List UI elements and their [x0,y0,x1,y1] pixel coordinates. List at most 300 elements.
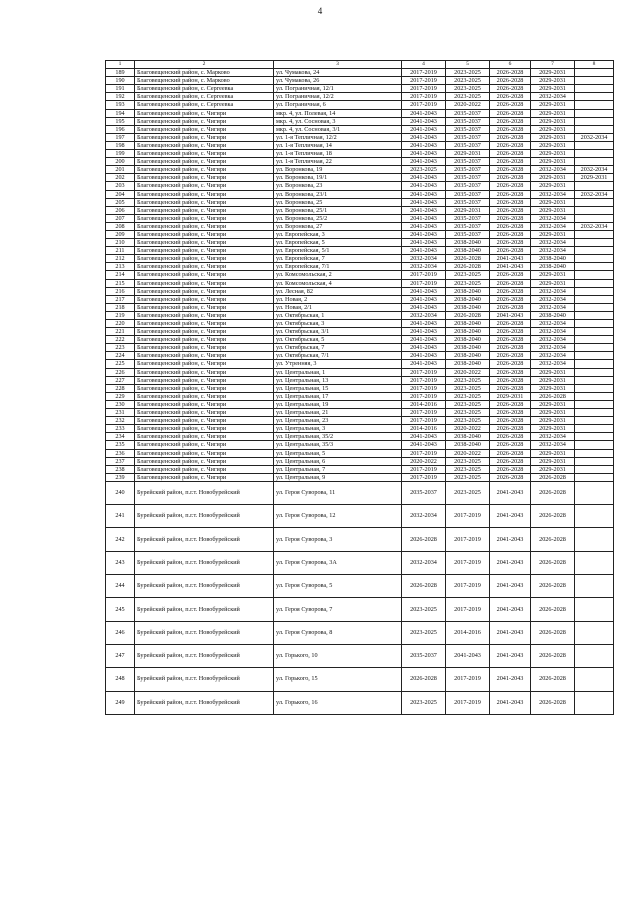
table-row [106,409,614,417]
row-number: 209 [106,230,135,238]
period-col8 [575,85,614,93]
row-number: 196 [106,125,135,133]
period-col7: 2032-2034 [531,190,575,198]
period-col7: 2029-2031 [531,150,575,158]
table-row [106,621,614,644]
period-col6: 2026-2028 [490,287,531,295]
header-cell: 2 [135,61,274,69]
period-col4: 2032-2034 [402,311,446,319]
row-number: 241 [106,505,135,528]
period-col5: 2041-2043 [446,644,490,667]
table-row [106,230,614,238]
period-col6: 2026-2028 [490,239,531,247]
period-col4: 2041-2043 [402,441,446,449]
district-settlement: Благовещенский район, с. Чигири [135,465,274,473]
period-col7: 2038-2040 [531,311,575,319]
street-address: ул. Центральная, 19 [274,400,402,408]
period-col4: 2041-2043 [402,117,446,125]
period-col7: 2026-2028 [531,473,575,481]
period-col6: 2026-2028 [490,376,531,384]
period-col5: 2017-2019 [446,551,490,574]
period-col8: 2029-2031 [575,174,614,182]
period-col8 [575,158,614,166]
table-row [106,473,614,481]
street-address: ул. Горького, 10 [274,644,402,667]
period-col8 [575,449,614,457]
period-col6: 2041-2043 [490,528,531,551]
period-col4: 2020-2022 [402,457,446,465]
row-number: 211 [106,247,135,255]
street-address: ул. Октябрьская, 1 [274,311,402,319]
period-col7: 2032-2034 [531,166,575,174]
district-settlement: Бурейский район, п.г.т. Новобурейский [135,528,274,551]
period-col5: 2017-2019 [446,505,490,528]
period-col5: 2035-2037 [446,141,490,149]
period-col7: 2029-2031 [531,230,575,238]
table-row [106,352,614,360]
period-col4: 2026-2028 [402,668,446,691]
header-cell: 1 [106,61,135,69]
table-row [106,174,614,182]
street-address: ул. Центральная, 13 [274,376,402,384]
street-address: ул. Октябрьская, 7/1 [274,352,402,360]
street-address: ул. Воронкова, 25/2 [274,214,402,222]
period-col4: 2023-2025 [402,598,446,621]
period-col5: 2026-2028 [446,311,490,319]
period-col5: 2017-2019 [446,528,490,551]
period-col7: 2038-2040 [531,263,575,271]
table-row [106,190,614,198]
table-row [106,384,614,392]
period-col5: 2035-2037 [446,158,490,166]
district-settlement: Благовещенский район, с. Чигири [135,198,274,206]
street-address: мкр. 4, ул. Полевая, 14 [274,109,402,117]
period-col7: 2029-2031 [531,279,575,287]
period-col5: 2023-2025 [446,465,490,473]
period-col6: 2026-2028 [490,198,531,206]
period-col7: 2029-2031 [531,101,575,109]
period-col6: 2041-2043 [490,621,531,644]
period-col4: 2032-2034 [402,263,446,271]
district-settlement: Бурейский район, п.г.т. Новобурейский [135,505,274,528]
period-col4: 2017-2019 [402,93,446,101]
street-address: ул. Центральная, 6 [274,457,402,465]
table-row [106,182,614,190]
period-col5: 2038-2040 [446,433,490,441]
period-col6: 2041-2043 [490,311,531,319]
district-settlement: Благовещенский район, с. Чигири [135,303,274,311]
street-address: ул. Центральная, 23 [274,417,402,425]
period-col5: 2035-2037 [446,198,490,206]
district-settlement: Благовещенский район, с. Чигири [135,295,274,303]
district-settlement: Благовещенский район, с. Чигири [135,279,274,287]
period-col7: 2029-2031 [531,368,575,376]
period-col5: 2017-2019 [446,575,490,598]
period-col8: 2032-2034 [575,166,614,174]
table-row [106,271,614,279]
street-address: ул. Европейская, 5 [274,239,402,247]
row-number: 208 [106,222,135,230]
period-col8 [575,465,614,473]
period-col5: 2035-2037 [446,174,490,182]
street-address: ул. Центральная, 3 [274,425,402,433]
row-number: 193 [106,101,135,109]
period-col7: 2029-2031 [531,69,575,77]
row-number: 227 [106,376,135,384]
row-number: 195 [106,117,135,125]
row-number: 194 [106,109,135,117]
table-row [106,528,614,551]
period-col4: 2032-2034 [402,255,446,263]
period-col7: 2032-2034 [531,352,575,360]
period-col5: 2035-2037 [446,230,490,238]
period-col5: 2038-2040 [446,352,490,360]
period-col4: 2023-2025 [402,621,446,644]
period-col6: 2041-2043 [490,505,531,528]
district-settlement: Благовещенский район, с. Сергеевка [135,93,274,101]
period-col4: 2023-2025 [402,166,446,174]
period-col6: 2041-2043 [490,644,531,667]
period-col5: 2023-2025 [446,279,490,287]
period-col7: 2029-2031 [531,85,575,93]
period-col5: 2023-2025 [446,473,490,481]
period-col4: 2017-2019 [402,101,446,109]
street-address: ул. Героя Суворова, 3А [274,551,402,574]
period-col8 [575,263,614,271]
row-number: 191 [106,85,135,93]
table-row [106,263,614,271]
period-col6: 2041-2043 [490,551,531,574]
table-row [106,505,614,528]
header-cell: 3 [274,61,402,69]
street-address: ул. Новая, 2/1 [274,303,402,311]
period-col5: 2023-2025 [446,409,490,417]
district-settlement: Благовещенский район, с. Чигири [135,190,274,198]
table-row [106,668,614,691]
row-number: 237 [106,457,135,465]
row-number: 204 [106,190,135,198]
row-number: 249 [106,691,135,714]
row-number: 236 [106,449,135,457]
period-col4: 2041-2043 [402,198,446,206]
street-address: ул. Героя Суворова, 8 [274,621,402,644]
table-row [106,417,614,425]
period-col4: 2041-2043 [402,141,446,149]
period-col8 [575,182,614,190]
period-col8 [575,247,614,255]
period-col8 [575,376,614,384]
row-number: 224 [106,352,135,360]
row-number: 238 [106,465,135,473]
period-col6: 2026-2028 [490,441,531,449]
period-col7: 2029-2031 [531,198,575,206]
period-col7: 2038-2040 [531,255,575,263]
table-row [106,295,614,303]
period-col6: 2026-2028 [490,109,531,117]
table-row [106,150,614,158]
street-address: ул. Европейская, 7 [274,255,402,263]
period-col7: 2032-2034 [531,222,575,230]
period-col6: 2026-2028 [490,303,531,311]
district-settlement: Благовещенский район, с. Чигири [135,214,274,222]
district-settlement: Благовещенский район, с. Чигири [135,392,274,400]
table-row [106,222,614,230]
table-row [106,392,614,400]
period-col5: 2017-2019 [446,668,490,691]
row-number: 205 [106,198,135,206]
street-address: ул. Центральная, 9 [274,473,402,481]
period-col8 [575,551,614,574]
period-col4: 2017-2019 [402,271,446,279]
district-settlement: Благовещенский район, с. Чигири [135,457,274,465]
period-col7: 2026-2028 [531,528,575,551]
period-col4: 2023-2025 [402,691,446,714]
period-col8 [575,150,614,158]
period-col7: 2026-2028 [531,575,575,598]
period-col7: 2032-2034 [531,93,575,101]
period-col6: 2026-2028 [490,214,531,222]
period-col4: 2041-2043 [402,125,446,133]
district-settlement: Благовещенский район, с. Чигири [135,328,274,336]
period-col5: 2038-2040 [446,360,490,368]
period-col4: 2041-2043 [402,287,446,295]
district-settlement: Благовещенский район, с. Чигири [135,263,274,271]
period-col8 [575,344,614,352]
district-settlement: Бурейский район, п.г.т. Новобурейский [135,575,274,598]
period-col6: 2026-2028 [490,344,531,352]
period-col8 [575,279,614,287]
header-cell: 5 [446,61,490,69]
period-col4: 2032-2034 [402,505,446,528]
period-col7: 2032-2034 [531,344,575,352]
period-col6: 2026-2028 [490,409,531,417]
period-col7: 2029-2031 [531,158,575,166]
period-col4: 2017-2019 [402,279,446,287]
table-row [106,303,614,311]
period-col8 [575,384,614,392]
period-col4: 2041-2043 [402,206,446,214]
period-col7: 2032-2034 [531,336,575,344]
period-col5: 2023-2025 [446,85,490,93]
row-number: 200 [106,158,135,166]
period-col4: 2017-2019 [402,376,446,384]
street-address: ул. Горького, 16 [274,691,402,714]
district-settlement: Бурейский район, п.г.т. Новобурейский [135,644,274,667]
table-row [106,287,614,295]
street-address: ул. Воронкова, 19 [274,166,402,174]
period-col8: 2032-2034 [575,222,614,230]
period-col4: 2041-2043 [402,109,446,117]
period-col6: 2026-2028 [490,182,531,190]
period-col8 [575,239,614,247]
period-col6: 2026-2028 [490,360,531,368]
row-number: 240 [106,481,135,504]
table-row [106,125,614,133]
period-col7: 2032-2034 [531,295,575,303]
district-settlement: Благовещенский район, с. Чигири [135,449,274,457]
period-col4: 2017-2019 [402,409,446,417]
row-number: 217 [106,295,135,303]
street-address: ул. 1-я Тепличная, 22 [274,158,402,166]
period-col5: 2014-2016 [446,621,490,644]
period-col4: 2041-2043 [402,239,446,247]
period-col5: 2020-2022 [446,101,490,109]
street-address: ул. Лесная, 82 [274,287,402,295]
street-address: ул. Утренняя, 3 [274,360,402,368]
period-col5: 2035-2037 [446,125,490,133]
street-address: ул. Героя Суворова, 3 [274,528,402,551]
period-col5: 2023-2025 [446,271,490,279]
district-settlement: Благовещенский район, с. Чигири [135,417,274,425]
period-col8 [575,473,614,481]
period-col5: 2038-2040 [446,320,490,328]
table-row [106,336,614,344]
row-number: 226 [106,368,135,376]
period-col4: 2017-2019 [402,85,446,93]
period-col8 [575,441,614,449]
period-col6: 2026-2028 [490,457,531,465]
period-col8 [575,101,614,109]
period-col4: 2026-2028 [402,575,446,598]
period-col4: 2017-2019 [402,384,446,392]
row-number: 197 [106,133,135,141]
period-col6: 2041-2043 [490,575,531,598]
period-col7: 2029-2031 [531,77,575,85]
table-row [106,158,614,166]
table-row [106,320,614,328]
period-col4: 2041-2043 [402,190,446,198]
period-col5: 2023-2025 [446,384,490,392]
period-col7: 2029-2031 [531,417,575,425]
period-col8 [575,528,614,551]
header-row [106,61,614,69]
period-col7: 2026-2028 [531,691,575,714]
period-col4: 2041-2043 [402,328,446,336]
district-settlement: Благовещенский район, с. Чигири [135,287,274,295]
table-row [106,441,614,449]
row-number: 214 [106,271,135,279]
period-col8 [575,93,614,101]
period-col7: 2026-2028 [531,644,575,667]
period-col4: 2017-2019 [402,77,446,85]
period-col6: 2026-2028 [490,425,531,433]
table-row [106,109,614,117]
period-col6: 2026-2028 [490,206,531,214]
period-col4: 2041-2043 [402,360,446,368]
district-settlement: Благовещенский район, с. Чигири [135,320,274,328]
period-col7: 2029-2031 [531,376,575,384]
period-col5: 2023-2025 [446,481,490,504]
period-col7: 2029-2031 [531,174,575,182]
table-row [106,214,614,222]
period-col6: 2026-2028 [490,230,531,238]
period-col8 [575,198,614,206]
row-number: 212 [106,255,135,263]
street-address: ул. Воронкова, 27 [274,222,402,230]
row-number: 215 [106,279,135,287]
period-col4: 2035-2037 [402,644,446,667]
period-col4: 2041-2043 [402,352,446,360]
period-col4: 2041-2043 [402,320,446,328]
row-number: 231 [106,409,135,417]
period-col7: 2032-2034 [531,247,575,255]
street-address: ул. Воронкова, 23/1 [274,190,402,198]
period-col6: 2026-2028 [490,77,531,85]
period-col7: 2029-2031 [531,141,575,149]
period-col5: 2038-2040 [446,295,490,303]
period-col5: 2038-2040 [446,287,490,295]
district-settlement: Благовещенский район, с. Чигири [135,344,274,352]
row-number: 225 [106,360,135,368]
period-col7: 2032-2034 [531,433,575,441]
district-settlement: Благовещенский район, с. Чигири [135,125,274,133]
period-col5: 2038-2040 [446,441,490,449]
street-address: ул. Центральная, 15 [274,384,402,392]
period-col8 [575,109,614,117]
table-row [106,166,614,174]
row-number: 234 [106,433,135,441]
period-col8 [575,481,614,504]
table-row [106,133,614,141]
period-col7: 2029-2031 [531,384,575,392]
street-address: ул. Героя Суворова, 5 [274,575,402,598]
period-col8 [575,425,614,433]
period-col4: 2014-2016 [402,400,446,408]
period-col5: 2023-2025 [446,77,490,85]
street-address: ул. Центральная, 5 [274,449,402,457]
street-address: мкр. 4, ул. Сосновая, 3/1 [274,125,402,133]
row-number: 220 [106,320,135,328]
period-col7: 2026-2028 [531,551,575,574]
period-col8 [575,141,614,149]
row-number: 246 [106,621,135,644]
period-col5: 2026-2028 [446,255,490,263]
period-col5: 2017-2019 [446,691,490,714]
period-col6: 2026-2028 [490,271,531,279]
period-col8 [575,417,614,425]
period-col5: 2035-2037 [446,166,490,174]
table-row [106,457,614,465]
period-col5: 2038-2040 [446,328,490,336]
table-row [106,644,614,667]
district-settlement: Благовещенский район, с. Чигири [135,336,274,344]
period-col6: 2026-2028 [490,465,531,473]
district-settlement: Благовещенский район, с. Чигири [135,222,274,230]
street-address: ул. Октябрьская, 3 [274,320,402,328]
period-col6: 2026-2028 [490,384,531,392]
row-number: 198 [106,141,135,149]
table-row [106,69,614,77]
period-col7: 2029-2031 [531,409,575,417]
period-col6: 2026-2028 [490,101,531,109]
period-col5: 2035-2037 [446,222,490,230]
district-settlement: Благовещенский район, с. Чигири [135,247,274,255]
period-col6: 2026-2028 [490,93,531,101]
district-settlement: Благовещенский район, с. Чигири [135,255,274,263]
period-col6: 2026-2028 [490,417,531,425]
header-cell: 6 [490,61,531,69]
table-row [106,376,614,384]
street-address: ул. Октябрьская, 5 [274,336,402,344]
street-address: ул. Европейская, 7/1 [274,263,402,271]
row-number: 218 [106,303,135,311]
period-col4: 2041-2043 [402,214,446,222]
period-col4: 2017-2019 [402,473,446,481]
table-row [106,449,614,457]
row-number: 233 [106,425,135,433]
period-col7: 2032-2034 [531,214,575,222]
district-settlement: Благовещенский район, с. Чигири [135,174,274,182]
